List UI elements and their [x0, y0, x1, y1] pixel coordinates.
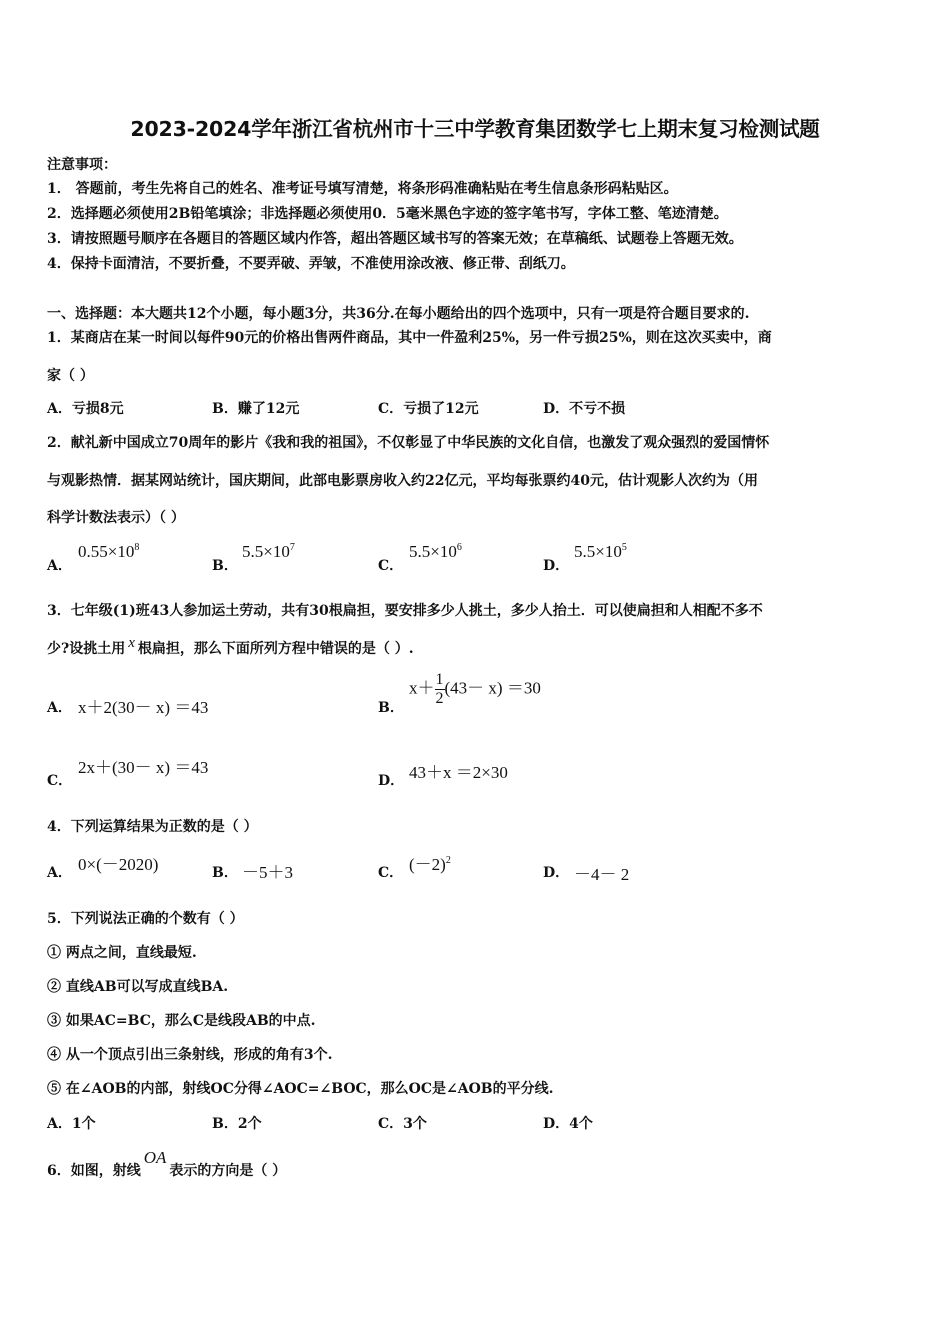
q4-option-c [409, 850, 451, 875]
q3-option-a: x＋2(30－ x) ＝43 [78, 698, 209, 717]
q2-label-b: B． [212, 558, 238, 574]
q3-b-suffix: (43－ x) ＝30 [444, 678, 541, 698]
q2-b-exponent: 7 [289, 542, 295, 553]
q3-b-prefix: x＋ [409, 678, 435, 698]
q3-b-fraction [435, 672, 445, 707]
q5-option-c: C．3个 [378, 1116, 427, 1132]
q5-statement-4: ④ 从一个顶点引出三条射线，形成的角有3个. [47, 1047, 333, 1063]
q6-line-1 [47, 1148, 287, 1180]
q6-ray [141, 1148, 170, 1167]
q2-option-c [409, 542, 462, 562]
page-title: 2023-2024学年浙江省杭州市十三中学教育集团数学七上期末复习检测试题 [130, 117, 820, 141]
q4-option-d: －4－ 2 [574, 865, 630, 884]
q3-option-d: 43＋x ＝2×30 [409, 763, 508, 782]
q3-label-d: D． [378, 773, 405, 789]
q5-statement-3: ③ 如果AC=BC，那么C是线段AB的中点. [47, 1013, 316, 1029]
q1-line-2: 家（ ） [47, 368, 94, 384]
q4-line-1: 4．下列运算结果为正数的是（ ） [47, 819, 258, 835]
q3-label-c: C． [47, 773, 73, 789]
q5-line-1: 5．下列说法正确的个数有（ ） [47, 911, 244, 927]
notice-heading: 注意事项： [47, 157, 117, 173]
q2-c-exponent: 6 [456, 542, 462, 553]
q5-statement-1: ① 两点之间，直线最短. [47, 945, 197, 961]
q3-label-b: B． [378, 700, 404, 716]
q4-option-b: －5＋3 [242, 863, 293, 882]
q4-c-exponent: 2 [445, 855, 451, 866]
q4-label-c: C． [378, 865, 404, 881]
q5-option-b: B．2个 [212, 1116, 262, 1132]
q3-label-a: A． [47, 700, 72, 716]
notice-item-1: 1． 答题前，考生先将自己的姓名、准考证号填写清楚，将条形码准确粘贴在考生信息条形码粘贴区。 [47, 181, 678, 197]
q2-label-c: C． [378, 558, 404, 574]
q3-variable [125, 635, 138, 651]
q5-option-d: D．4个 [543, 1116, 593, 1132]
q4-label-a: A． [47, 865, 72, 881]
q2-b-mantissa: 5.5×10 [242, 542, 290, 561]
q6-ray-label: OA [143, 1148, 167, 1167]
q3-line-2-start: 少?设挑土用 [47, 641, 126, 657]
q6-prefix: 6．如图，射线 [47, 1163, 141, 1179]
q2-line-3: 科学计数法表示）（ ） [47, 510, 185, 526]
q1-option-d: D．不亏不损 [543, 401, 626, 417]
q3-line-2-end: 根扁担，那么下面所列方程中错误的是（ ）. [137, 641, 414, 657]
q4-label-b: B． [212, 865, 238, 881]
q1-option-b: B．赚了12元 [212, 401, 300, 417]
q4-c-base: (－2) [409, 855, 446, 874]
q5-option-a: A．1个 [47, 1116, 96, 1132]
q4-label-d: D． [543, 865, 570, 881]
q3-option-c: 2x＋(30－ x) ＝43 [78, 758, 209, 777]
q6-suffix: 表示的方向是（ ） [169, 1163, 287, 1179]
q2-option-d [574, 542, 627, 562]
q4-option-a: 0×(－2020) [78, 855, 159, 874]
q2-label-d: D． [543, 558, 570, 574]
q2-option-b [242, 542, 295, 562]
notice-item-2: 2．选择题必须使用2B铅笔填涂；非选择题必须使用0．5毫米黑色字迹的签字笔书写，字体工整、笔迹清楚。 [47, 206, 728, 222]
q2-line-2: 与观影热情．据某网站统计，国庆期间，此部电影票房收入约22亿元，平均每张票约40元，估计观影人次约为（用 [47, 473, 758, 489]
q2-label-a: A． [47, 558, 72, 574]
q5-statement-5: ⑤ 在∠AOB的内部，射线OC分得∠AOC=∠BOC，那么OC是∠AOB的平分线. [47, 1081, 554, 1097]
q2-line-1: 2．献礼新中国成立70周年的影片《我和我的祖国》，不仅彰显了中华民族的文化自信，也激发了观众强烈的爱国情怀 [47, 435, 770, 451]
q2-a-exponent: 8 [134, 542, 140, 553]
q3-b-numerator: 1 [435, 671, 444, 688]
section-heading: 一、选择题：本大题共12个小题，每小题3分，共36分.在每小题给出的四个选项中，只有一项是符合题目要求的. [47, 306, 750, 322]
q3-option-b [409, 672, 541, 707]
q3-line-2 [47, 635, 414, 658]
notice-item-3: 3．请按照题号顺序在各题目的答题区域内作答，超出答题区域书写的答案无效；在草稿纸、试题卷上答题无效。 [47, 231, 743, 247]
q2-c-mantissa: 5.5×10 [409, 542, 457, 561]
q2-a-mantissa: 0.55×10 [78, 542, 135, 561]
q3-line-1: 3．七年级(1)班43人参加运土劳动，共有30根扁担，要安排多少人挑土，多少人抬土．可以使扁担和人相配不多不 [47, 603, 763, 619]
q2-d-exponent: 5 [621, 542, 627, 553]
q2-d-mantissa: 5.5×10 [574, 542, 622, 561]
q1-line-1: 1．某商店在某一时间以每件90元的价格出售两件商品，其中一件盈利25%，另一件亏损25%，则在这次买卖中，商 [47, 330, 772, 346]
notice-item-4: 4．保持卡面清洁，不要折叠，不要弄破、弄皱，不准使用涂改液、修正带、刮纸刀。 [47, 256, 575, 272]
q1-option-c: C．亏损了12元 [378, 401, 479, 417]
q3-variable-x: x [128, 635, 135, 651]
q1-option-a: A．亏损8元 [47, 401, 124, 417]
q2-option-a [78, 542, 139, 562]
q5-statement-2: ② 直线AB可以写成直线BA. [47, 979, 229, 995]
q3-b-denominator: 2 [435, 690, 444, 707]
